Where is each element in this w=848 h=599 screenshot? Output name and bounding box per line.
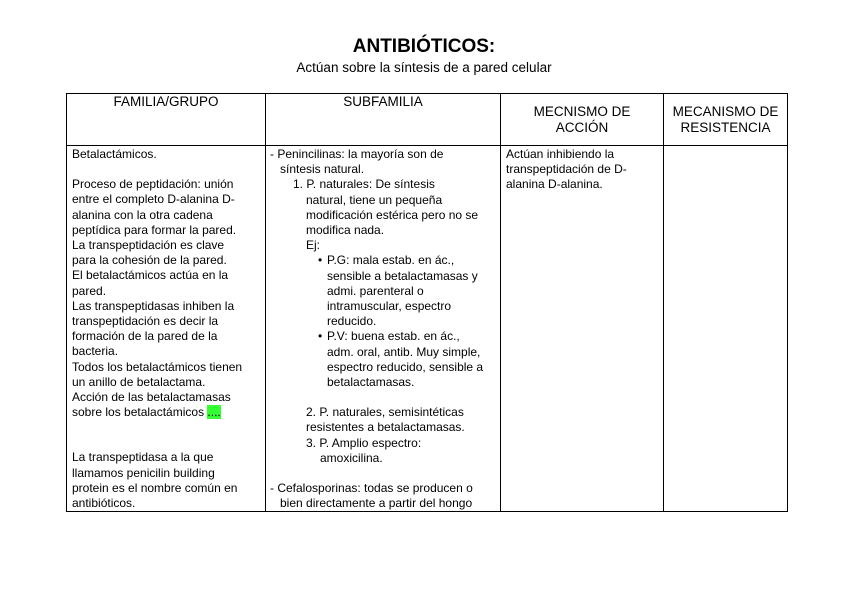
familia-line: Acción de las betalactamasas	[72, 390, 231, 405]
subfamilia-line: modifica nada.	[306, 223, 385, 238]
familia-line	[72, 405, 261, 420]
column-header-familia-label: FAMILIA/GRUPO	[113, 94, 219, 109]
subfamilia-line: admi. parenteral o	[327, 283, 424, 298]
subfamilia-numbered-line: 1. P. naturales: De síntesis	[293, 177, 435, 192]
column-header-mecanismo-accion-line2: ACCIÓN	[555, 120, 609, 135]
familia-line: un anillo de betalactama.	[72, 374, 206, 389]
familia-line: antibióticos.	[72, 496, 136, 511]
column-header-familia	[67, 94, 266, 146]
subfamilia-line: adm. oral, antib. Muy simple,	[327, 344, 481, 359]
document-title: ANTIBIÓTICOS:	[352, 36, 496, 57]
cell-mecanismo-accion	[501, 146, 664, 512]
familia-line: llamamos penicilin building	[72, 465, 215, 480]
bullet-icon: •	[318, 329, 323, 344]
column-header-mecanismo-accion	[501, 94, 664, 146]
subfamilia-line: síntesis natural.	[280, 162, 365, 177]
column-header-mecanismo-accion-line1: MECNISMO DE	[533, 104, 631, 119]
subfamilia-line: Ej:	[306, 238, 321, 253]
antibiotics-table	[66, 93, 788, 512]
subfamilia-line: resistentes a betalactamasas.	[306, 420, 465, 435]
subfamilia-line: natural, tiene un pequeña	[306, 192, 443, 207]
familia-line: transpeptidación es decir la	[72, 314, 219, 329]
familia-line: formación de la pared de la	[72, 329, 218, 344]
cell-subfamilia	[266, 146, 501, 512]
subfamilia-line: amoxicilina.	[320, 450, 383, 465]
mecanismo-line: transpeptidación de D-	[506, 162, 627, 177]
subfamilia-line: reducido.	[327, 314, 377, 329]
column-header-mecanismo-resistencia-line2: RESISTENCIA	[680, 120, 771, 135]
column-header-subfamilia-label: SUBFAMILIA	[343, 94, 423, 109]
familia-line-text: sobre los betalactámicos	[72, 405, 205, 420]
column-header-mecanismo-resistencia	[664, 94, 788, 146]
bullet-icon: •	[318, 253, 323, 268]
familia-line: Proceso de peptidación: unión	[72, 177, 234, 192]
subfamilia-line: intramuscular, espectro	[327, 299, 452, 314]
column-header-mecanismo-resistencia-line1: MECANISMO DE	[672, 104, 779, 119]
subfamilia-line: betalactamasas.	[327, 375, 415, 390]
subfamilia-line: bien directamente a partir del hongo	[280, 496, 473, 511]
subfamilia-line: espectro reducido, sensible a	[327, 359, 484, 374]
familia-line: Las transpeptidasas inhiben la	[72, 298, 235, 313]
subfamilia-line: modificación estérica pero no se	[306, 207, 479, 222]
bullet-text: P.V: buena estab. en ác.,	[327, 329, 460, 344]
familia-line: protein es el nombre común en	[72, 480, 238, 495]
familia-line: Todos los betalactámicos tienen	[72, 359, 243, 374]
column-header-subfamilia	[266, 94, 501, 146]
bullet-item	[270, 253, 496, 268]
familia-line: peptídica para formar la pared.	[72, 222, 237, 237]
subfamilia-line: sensible a betalactamasas y	[327, 268, 478, 283]
bullet-item	[270, 329, 496, 344]
familia-line: entre el completo D-alanina D-	[72, 192, 235, 207]
familia-line: Betalactámicos.	[72, 147, 157, 161]
subfamilia-line: - Cefalosporinas: todas se producen o	[270, 481, 473, 496]
document-subtitle: Actúan sobre la síntesis de a pared celular	[296, 60, 552, 75]
familia-line: para la cohesión de la pared.	[72, 253, 227, 268]
familia-line: La transpeptidación es clave	[72, 238, 225, 253]
familia-line: bacteria.	[72, 344, 119, 359]
familia-line: pared.	[72, 283, 107, 298]
mecanismo-line: Actúan inhibiendo la	[506, 147, 615, 161]
cell-mecanismo-resistencia	[664, 146, 788, 512]
subfamilia-numbered-line: 3. P. Amplio espectro:	[306, 435, 422, 450]
highlighted-ellipsis: ....	[207, 405, 221, 420]
subfamilia-numbered-line: 2. P. naturales, semisintéticas	[306, 405, 464, 420]
mecanismo-line: alanina D-alanina.	[506, 177, 603, 192]
table-header-row	[67, 94, 788, 146]
familia-line: El betalactámicos actúa en la	[72, 268, 229, 283]
bullet-text: P.G: mala estab. en ác.,	[327, 253, 455, 268]
familia-line: alanina con la otra cadena	[72, 207, 213, 222]
table-row	[67, 146, 788, 512]
familia-line: La transpeptidasa a la que	[72, 450, 214, 465]
cell-familia	[67, 146, 266, 512]
subfamilia-line: - Penincilinas: la mayoría son de	[270, 147, 444, 161]
